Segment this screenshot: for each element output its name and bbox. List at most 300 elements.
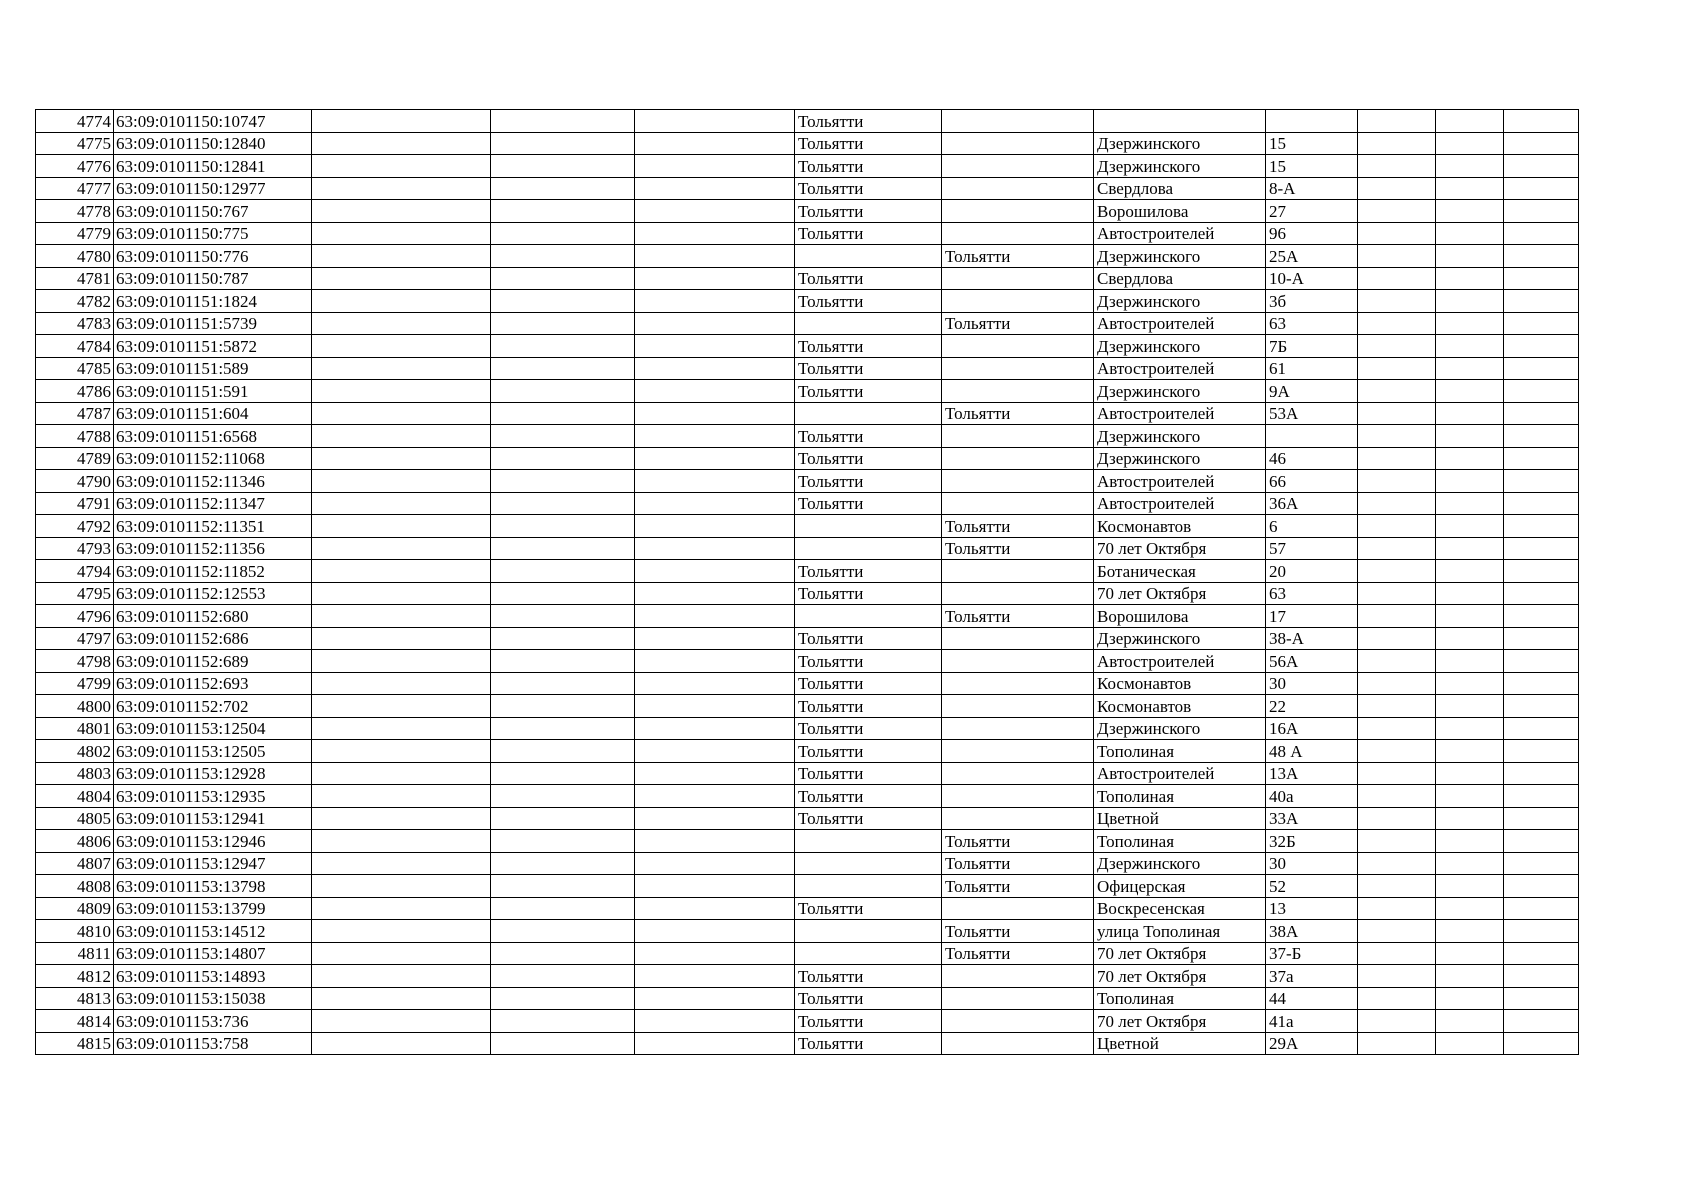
street-cell: Космонавтов	[1094, 672, 1266, 695]
house-number-cell: 10-А	[1266, 267, 1358, 290]
empty-cell	[1504, 425, 1579, 448]
city-cell: Тольятти	[795, 110, 942, 133]
settlement-cell	[942, 200, 1094, 223]
empty-cell	[491, 987, 635, 1010]
empty-cell	[1436, 155, 1504, 178]
city-cell: Тольятти	[795, 560, 942, 583]
table-row	[36, 785, 1579, 808]
empty-cell	[635, 1032, 795, 1055]
city-cell: Тольятти	[795, 155, 942, 178]
street-cell: Тополиная	[1094, 785, 1266, 808]
settlement-cell	[942, 267, 1094, 290]
city-cell: Тольятти	[795, 965, 942, 988]
empty-cell	[1504, 717, 1579, 740]
empty-cell	[635, 245, 795, 268]
row-number-cell: 4804	[36, 785, 114, 808]
settlement-cell	[942, 110, 1094, 133]
street-cell: Космонавтов	[1094, 695, 1266, 718]
empty-cell	[1504, 312, 1579, 335]
table-row	[36, 155, 1579, 178]
empty-cell	[312, 695, 491, 718]
row-number-cell: 4813	[36, 987, 114, 1010]
city-cell: Тольятти	[795, 267, 942, 290]
empty-cell	[491, 222, 635, 245]
empty-cell	[1504, 155, 1579, 178]
empty-cell	[312, 740, 491, 763]
empty-cell	[312, 897, 491, 920]
table-row	[36, 605, 1579, 628]
empty-cell	[1436, 875, 1504, 898]
house-number-cell: 66	[1266, 470, 1358, 493]
empty-cell	[1436, 245, 1504, 268]
cadastral-number-cell: 63:09:0101153:12928	[114, 762, 312, 785]
settlement-cell	[942, 1010, 1094, 1033]
empty-cell	[1358, 222, 1436, 245]
cadastral-number-cell: 63:09:0101152:12553	[114, 582, 312, 605]
table-row	[36, 627, 1579, 650]
empty-cell	[312, 177, 491, 200]
empty-cell	[1504, 785, 1579, 808]
street-cell: 70 лет Октября	[1094, 1010, 1266, 1033]
empty-cell	[1504, 1010, 1579, 1033]
empty-cell	[1358, 1032, 1436, 1055]
table-row	[36, 177, 1579, 200]
table-row	[36, 335, 1579, 358]
row-number-cell: 4775	[36, 132, 114, 155]
empty-cell	[312, 132, 491, 155]
empty-cell	[491, 650, 635, 673]
table-row	[36, 447, 1579, 470]
empty-cell	[312, 875, 491, 898]
empty-cell	[1436, 267, 1504, 290]
empty-cell	[312, 380, 491, 403]
empty-cell	[1504, 200, 1579, 223]
settlement-cell	[942, 897, 1094, 920]
empty-cell	[635, 627, 795, 650]
city-cell: Тольятти	[795, 627, 942, 650]
city-cell: Тольятти	[795, 717, 942, 740]
city-cell	[795, 852, 942, 875]
empty-cell	[1504, 695, 1579, 718]
street-cell: Автостроителей	[1094, 470, 1266, 493]
row-number-cell: 4793	[36, 537, 114, 560]
empty-cell	[1358, 290, 1436, 313]
empty-cell	[491, 785, 635, 808]
row-number-cell: 4812	[36, 965, 114, 988]
cadastral-number-cell: 63:09:0101151:604	[114, 402, 312, 425]
settlement-cell: Тольятти	[942, 402, 1094, 425]
street-cell: Ботаническая	[1094, 560, 1266, 583]
table-row	[36, 807, 1579, 830]
empty-cell	[1358, 447, 1436, 470]
street-cell: Космонавтов	[1094, 515, 1266, 538]
empty-cell	[1504, 897, 1579, 920]
row-number-cell: 4789	[36, 447, 114, 470]
house-number-cell: 32Б	[1266, 830, 1358, 853]
row-number-cell: 4809	[36, 897, 114, 920]
empty-cell	[312, 830, 491, 853]
house-number-cell: 15	[1266, 155, 1358, 178]
cadastral-number-cell: 63:09:0101153:14893	[114, 965, 312, 988]
city-cell	[795, 942, 942, 965]
cadastral-number-cell: 63:09:0101152:693	[114, 672, 312, 695]
cadastral-number-cell: 63:09:0101153:12947	[114, 852, 312, 875]
street-cell: Дзержинского	[1094, 380, 1266, 403]
empty-cell	[1436, 177, 1504, 200]
empty-cell	[1358, 650, 1436, 673]
table-row	[36, 110, 1579, 133]
table-row	[36, 717, 1579, 740]
empty-cell	[635, 402, 795, 425]
empty-cell	[491, 897, 635, 920]
settlement-cell	[942, 1032, 1094, 1055]
empty-cell	[1504, 560, 1579, 583]
city-cell: Тольятти	[795, 290, 942, 313]
house-number-cell: 41а	[1266, 1010, 1358, 1033]
empty-cell	[1436, 852, 1504, 875]
house-number-cell: 56А	[1266, 650, 1358, 673]
settlement-cell: Тольятти	[942, 245, 1094, 268]
empty-cell	[1436, 560, 1504, 583]
city-cell	[795, 537, 942, 560]
row-number-cell: 4777	[36, 177, 114, 200]
table-row	[36, 695, 1579, 718]
street-cell: Автостроителей	[1094, 650, 1266, 673]
empty-cell	[1504, 132, 1579, 155]
settlement-cell	[942, 672, 1094, 695]
row-number-cell: 4799	[36, 672, 114, 695]
empty-cell	[312, 560, 491, 583]
empty-cell	[312, 402, 491, 425]
empty-cell	[1504, 402, 1579, 425]
empty-cell	[635, 492, 795, 515]
settlement-cell	[942, 425, 1094, 448]
empty-cell	[1358, 200, 1436, 223]
row-number-cell: 4807	[36, 852, 114, 875]
empty-cell	[635, 740, 795, 763]
empty-cell	[491, 335, 635, 358]
empty-cell	[1436, 110, 1504, 133]
empty-cell	[312, 110, 491, 133]
table-row	[36, 1032, 1579, 1055]
empty-cell	[312, 582, 491, 605]
city-cell: Тольятти	[795, 470, 942, 493]
empty-cell	[1358, 695, 1436, 718]
empty-cell	[1358, 762, 1436, 785]
empty-cell	[1504, 267, 1579, 290]
table-row	[36, 267, 1579, 290]
house-number-cell: 33А	[1266, 807, 1358, 830]
empty-cell	[1504, 807, 1579, 830]
house-number-cell: 63	[1266, 582, 1358, 605]
empty-cell	[1436, 380, 1504, 403]
empty-cell	[1358, 380, 1436, 403]
empty-cell	[1436, 402, 1504, 425]
empty-cell	[491, 177, 635, 200]
empty-cell	[491, 492, 635, 515]
empty-cell	[1504, 672, 1579, 695]
city-cell: Тольятти	[795, 1032, 942, 1055]
settlement-cell	[942, 560, 1094, 583]
cadastral-number-cell: 63:09:0101153:12935	[114, 785, 312, 808]
city-cell: Тольятти	[795, 695, 942, 718]
empty-cell	[1436, 582, 1504, 605]
row-number-cell: 4780	[36, 245, 114, 268]
street-cell: улица Тополиная	[1094, 920, 1266, 943]
empty-cell	[1436, 470, 1504, 493]
empty-cell	[1358, 942, 1436, 965]
row-number-cell: 4792	[36, 515, 114, 538]
empty-cell	[635, 1010, 795, 1033]
row-number-cell: 4784	[36, 335, 114, 358]
empty-cell	[1504, 650, 1579, 673]
settlement-cell: Тольятти	[942, 920, 1094, 943]
row-number-cell: 4783	[36, 312, 114, 335]
empty-cell	[635, 335, 795, 358]
empty-cell	[1358, 627, 1436, 650]
empty-cell	[1358, 897, 1436, 920]
empty-cell	[1504, 920, 1579, 943]
settlement-cell	[942, 650, 1094, 673]
settlement-cell	[942, 357, 1094, 380]
cadastral-number-cell: 63:09:0101153:12504	[114, 717, 312, 740]
street-cell: Воскресенская	[1094, 897, 1266, 920]
empty-cell	[635, 425, 795, 448]
empty-cell	[1504, 740, 1579, 763]
row-number-cell: 4814	[36, 1010, 114, 1033]
settlement-cell	[942, 695, 1094, 718]
empty-cell	[1436, 942, 1504, 965]
table-row	[36, 560, 1579, 583]
street-cell: 70 лет Октября	[1094, 965, 1266, 988]
city-cell: Тольятти	[795, 200, 942, 223]
settlement-cell	[942, 470, 1094, 493]
empty-cell	[1436, 987, 1504, 1010]
row-number-cell: 4806	[36, 830, 114, 853]
empty-cell	[1358, 807, 1436, 830]
city-cell: Тольятти	[795, 987, 942, 1010]
empty-cell	[1358, 672, 1436, 695]
street-cell: Тополиная	[1094, 740, 1266, 763]
house-number-cell: 13А	[1266, 762, 1358, 785]
table-row	[36, 402, 1579, 425]
empty-cell	[1504, 335, 1579, 358]
empty-cell	[491, 290, 635, 313]
city-cell: Тольятти	[795, 177, 942, 200]
empty-cell	[1436, 920, 1504, 943]
table-row	[36, 200, 1579, 223]
settlement-cell: Тольятти	[942, 515, 1094, 538]
cadastral-number-cell: 63:09:0101150:787	[114, 267, 312, 290]
empty-cell	[1504, 470, 1579, 493]
empty-cell	[491, 875, 635, 898]
empty-cell	[635, 582, 795, 605]
empty-cell	[635, 807, 795, 830]
house-number-cell: 44	[1266, 987, 1358, 1010]
empty-cell	[635, 897, 795, 920]
street-cell: Ворошилова	[1094, 605, 1266, 628]
cadastral-number-cell: 63:09:0101153:12946	[114, 830, 312, 853]
row-number-cell: 4776	[36, 155, 114, 178]
city-cell: Тольятти	[795, 897, 942, 920]
empty-cell	[635, 920, 795, 943]
table-row	[36, 222, 1579, 245]
cadastral-number-cell: 63:09:0101152:702	[114, 695, 312, 718]
empty-cell	[491, 537, 635, 560]
settlement-cell	[942, 785, 1094, 808]
empty-cell	[1358, 312, 1436, 335]
empty-cell	[491, 245, 635, 268]
settlement-cell	[942, 222, 1094, 245]
row-number-cell: 4815	[36, 1032, 114, 1055]
empty-cell	[1436, 965, 1504, 988]
empty-cell	[312, 290, 491, 313]
row-number-cell: 4790	[36, 470, 114, 493]
empty-cell	[635, 155, 795, 178]
street-cell: Цветной	[1094, 807, 1266, 830]
empty-cell	[491, 402, 635, 425]
empty-cell	[491, 380, 635, 403]
empty-cell	[491, 852, 635, 875]
empty-cell	[1504, 852, 1579, 875]
empty-cell	[1358, 965, 1436, 988]
house-number-cell: 61	[1266, 357, 1358, 380]
city-cell	[795, 245, 942, 268]
settlement-cell	[942, 492, 1094, 515]
empty-cell	[635, 537, 795, 560]
cadastral-number-cell: 63:09:0101152:686	[114, 627, 312, 650]
cadastral-number-cell: 63:09:0101151:5739	[114, 312, 312, 335]
street-cell: 70 лет Октября	[1094, 942, 1266, 965]
row-number-cell: 4785	[36, 357, 114, 380]
empty-cell	[635, 515, 795, 538]
empty-cell	[1504, 987, 1579, 1010]
empty-cell	[1504, 222, 1579, 245]
city-cell: Тольятти	[795, 672, 942, 695]
empty-cell	[635, 110, 795, 133]
row-number-cell: 4794	[36, 560, 114, 583]
empty-cell	[635, 560, 795, 583]
empty-cell	[491, 267, 635, 290]
house-number-cell: 38-А	[1266, 627, 1358, 650]
cadastral-number-cell: 63:09:0101153:15038	[114, 987, 312, 1010]
row-number-cell: 4782	[36, 290, 114, 313]
empty-cell	[1504, 177, 1579, 200]
empty-cell	[1358, 582, 1436, 605]
empty-cell	[491, 447, 635, 470]
empty-cell	[312, 920, 491, 943]
settlement-cell	[942, 177, 1094, 200]
row-number-cell: 4800	[36, 695, 114, 718]
table-row	[36, 920, 1579, 943]
row-number-cell: 4791	[36, 492, 114, 515]
cadastral-number-cell: 63:09:0101153:12505	[114, 740, 312, 763]
city-cell	[795, 830, 942, 853]
empty-cell	[312, 537, 491, 560]
house-number-cell: 16А	[1266, 717, 1358, 740]
table-row	[36, 380, 1579, 403]
settlement-cell: Тольятти	[942, 852, 1094, 875]
table-row	[36, 852, 1579, 875]
settlement-cell	[942, 582, 1094, 605]
empty-cell	[491, 920, 635, 943]
street-cell: Дзержинского	[1094, 447, 1266, 470]
cadastral-number-cell: 63:09:0101150:776	[114, 245, 312, 268]
empty-cell	[635, 470, 795, 493]
empty-cell	[491, 627, 635, 650]
empty-cell	[312, 425, 491, 448]
empty-cell	[312, 942, 491, 965]
empty-cell	[312, 762, 491, 785]
empty-cell	[312, 155, 491, 178]
house-number-cell: 17	[1266, 605, 1358, 628]
empty-cell	[312, 965, 491, 988]
empty-cell	[312, 1032, 491, 1055]
cadastral-number-cell: 63:09:0101152:11068	[114, 447, 312, 470]
table-row	[36, 290, 1579, 313]
city-cell: Тольятти	[795, 132, 942, 155]
empty-cell	[635, 380, 795, 403]
settlement-cell: Тольятти	[942, 942, 1094, 965]
empty-cell	[312, 672, 491, 695]
empty-cell	[635, 875, 795, 898]
empty-cell	[635, 987, 795, 1010]
empty-cell	[1358, 987, 1436, 1010]
empty-cell	[635, 605, 795, 628]
empty-cell	[1358, 717, 1436, 740]
empty-cell	[1358, 492, 1436, 515]
empty-cell	[1358, 875, 1436, 898]
cadastral-number-cell: 63:09:0101150:10747	[114, 110, 312, 133]
row-number-cell: 4803	[36, 762, 114, 785]
empty-cell	[635, 222, 795, 245]
settlement-cell	[942, 717, 1094, 740]
empty-cell	[312, 605, 491, 628]
row-number-cell: 4778	[36, 200, 114, 223]
table-row	[36, 132, 1579, 155]
cadastral-number-cell: 63:09:0101152:11351	[114, 515, 312, 538]
empty-cell	[1358, 852, 1436, 875]
empty-cell	[312, 200, 491, 223]
cadastral-number-cell: 63:09:0101152:11852	[114, 560, 312, 583]
table-row	[36, 357, 1579, 380]
house-number-cell: 3б	[1266, 290, 1358, 313]
city-cell	[795, 875, 942, 898]
empty-cell	[1436, 335, 1504, 358]
row-number-cell: 4779	[36, 222, 114, 245]
empty-cell	[1436, 672, 1504, 695]
cadastral-number-cell: 63:09:0101150:12840	[114, 132, 312, 155]
settlement-cell: Тольятти	[942, 830, 1094, 853]
empty-cell	[635, 785, 795, 808]
empty-cell	[635, 132, 795, 155]
city-cell: Тольятти	[795, 762, 942, 785]
city-cell	[795, 515, 942, 538]
table-body	[36, 110, 1579, 1055]
empty-cell	[1358, 357, 1436, 380]
empty-cell	[1436, 492, 1504, 515]
row-number-cell: 4808	[36, 875, 114, 898]
empty-cell	[491, 717, 635, 740]
settlement-cell	[942, 290, 1094, 313]
cadastral-number-cell: 63:09:0101153:736	[114, 1010, 312, 1033]
row-number-cell: 4801	[36, 717, 114, 740]
street-cell: Автостроителей	[1094, 357, 1266, 380]
empty-cell	[1358, 155, 1436, 178]
empty-cell	[1504, 357, 1579, 380]
empty-cell	[635, 762, 795, 785]
city-cell	[795, 402, 942, 425]
